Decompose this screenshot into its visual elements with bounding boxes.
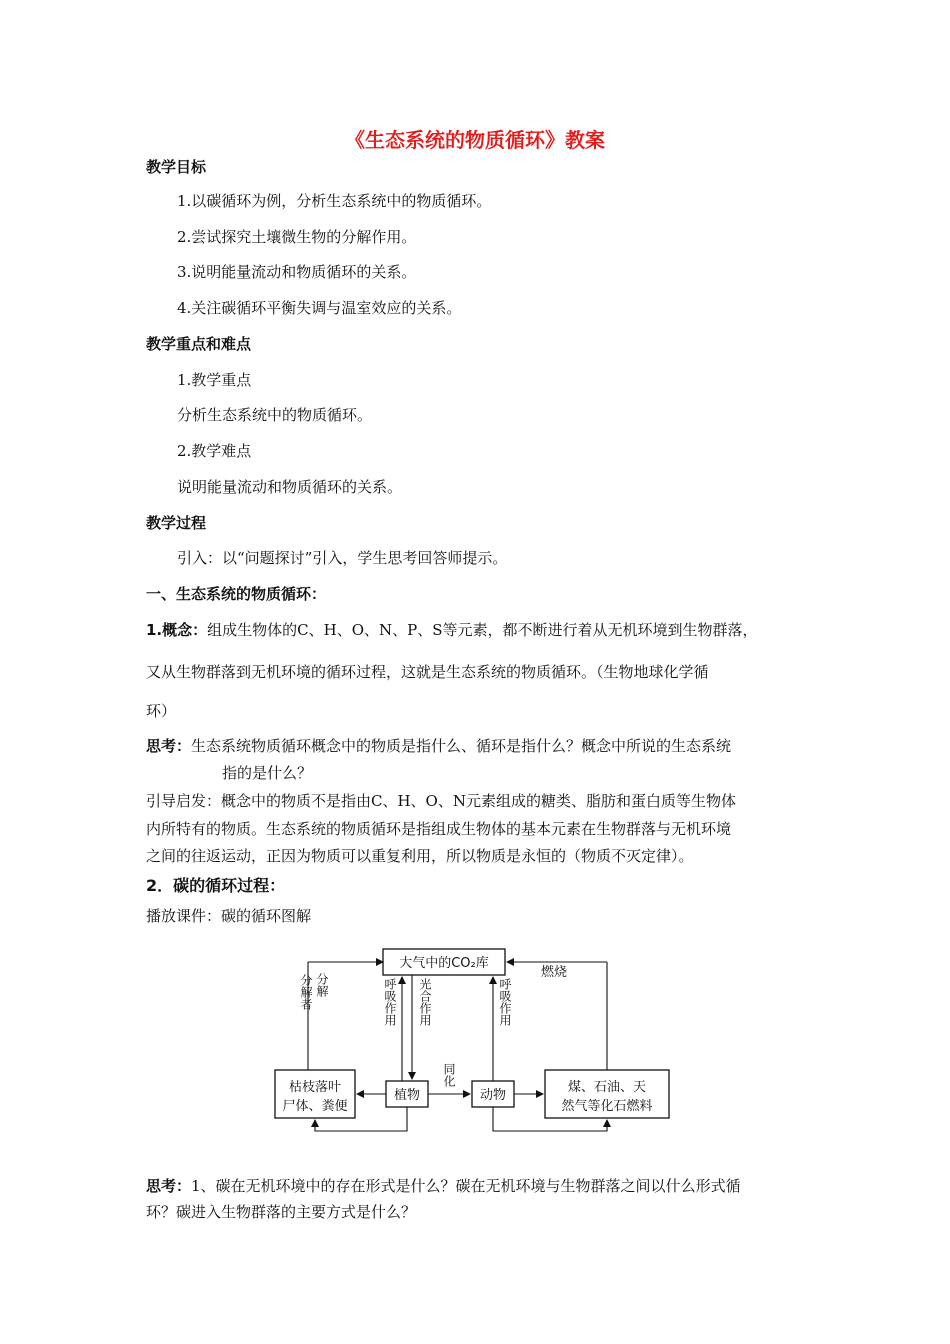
guide-paragraph-line: 之间的往返运动，正因为物质可以重复利用，所以物质是永恒的（物质不灭定律）。 bbox=[146, 847, 694, 865]
fossil-label-line1: 煤、石油、天 bbox=[567, 1080, 647, 1095]
plant-label: 植物 bbox=[393, 1088, 421, 1103]
key-text: 分析生态系统中的物质循环。 bbox=[177, 406, 373, 424]
think2-label: 思考： bbox=[146, 1177, 192, 1195]
decomposer-text: 分解者 bbox=[277, 974, 313, 988]
decompose-label: 分解 bbox=[315, 973, 329, 997]
document-title: 《生态系统的物质循环》教案 bbox=[345, 128, 605, 152]
objective-item: 3.说明能量流动和物质循环的关系。 bbox=[177, 263, 417, 281]
concept-text: 组成生物体的C、H、O、N、P、S等元素，都不断进行着从无机环境到生物群落， bbox=[207, 621, 758, 639]
think2-paragraph-line bbox=[146, 1175, 741, 1196]
concept-paragraph-line bbox=[146, 619, 758, 640]
atmosphere-co2-label: 大气中的CO₂库 bbox=[399, 956, 489, 971]
think-paragraph-line bbox=[146, 735, 731, 756]
key-label: 1.教学重点 bbox=[177, 371, 252, 389]
think-label: 思考： bbox=[146, 737, 192, 755]
plant-respiration-label: 呼吸作用 bbox=[383, 978, 397, 1026]
assimilation-label: 同化 bbox=[442, 1063, 456, 1087]
objectives-heading: 教学目标 bbox=[146, 158, 207, 176]
objective-item: 4.关注碳循环平衡失调与温室效应的关系。 bbox=[177, 299, 462, 317]
litter-label-line2: 尸体、粪便 bbox=[282, 1099, 348, 1114]
concept-label: 1.概念： bbox=[146, 621, 208, 639]
think2-text: 1、碳在无机环境中的存在形式是什么？碳在无机环境与生物群落之间以什么形式循 bbox=[191, 1177, 741, 1195]
keypoints-heading: 教学重点和难点 bbox=[146, 335, 252, 353]
section1-heading: 一、生态系统的物质循环： bbox=[146, 585, 327, 603]
section2-play-text: 播放课件：碳的循环图解 bbox=[146, 907, 312, 925]
objective-item: 1.以碳循环为例，分析生态系统中的物质循环。 bbox=[177, 192, 492, 210]
carbon-cycle-diagram bbox=[268, 940, 688, 1142]
animal-label: 动物 bbox=[479, 1088, 507, 1103]
objective-item: 2.尝试探究土壤微生物的分解作用。 bbox=[177, 228, 417, 246]
fossil-label-line2: 然气等化石燃料 bbox=[561, 1099, 653, 1114]
section2-heading: 2．碳的循环过程： bbox=[146, 876, 286, 895]
process-intro: 引入：以“问题探讨”引入，学生思考回答师提示。 bbox=[177, 549, 508, 567]
animal-respiration-label: 呼吸作用 bbox=[498, 978, 512, 1026]
difficulty-label: 2.教学难点 bbox=[177, 442, 252, 460]
concept-paragraph-line: 环） bbox=[146, 702, 177, 720]
litter-label-line1: 枯枝落叶 bbox=[288, 1080, 342, 1095]
concept-paragraph-line: 又从生物群落到无机环境的循环过程，这就是生态系统的物质循环。（生物地球化学循 bbox=[146, 663, 709, 681]
photosynthesis-label: 光合作用 bbox=[418, 978, 432, 1026]
think-paragraph-line: 指的是什么？ bbox=[222, 764, 313, 782]
think2-paragraph-line: 环？碳进入生物群落的主要方式是什么？ bbox=[146, 1203, 417, 1221]
guide-paragraph-line: 引导启发：概念中的物质不是指由C、H、O、N元素组成的糖类、脂肪和蛋白质等生物体 bbox=[146, 792, 736, 810]
difficulty-text: 说明能量流动和物质循环的关系。 bbox=[177, 478, 403, 496]
burning-label: 燃烧 bbox=[540, 965, 568, 980]
think-text: 生态系统物质循环概念中的物质是指什么、循环是指什么？概念中所说的生态系统 bbox=[191, 737, 732, 755]
guide-paragraph-line: 内所特有的物质。生态系统的物质循环是指组成生物体的基本元素在生物群落与无机环境 bbox=[146, 820, 732, 838]
process-heading: 教学过程 bbox=[146, 514, 207, 532]
